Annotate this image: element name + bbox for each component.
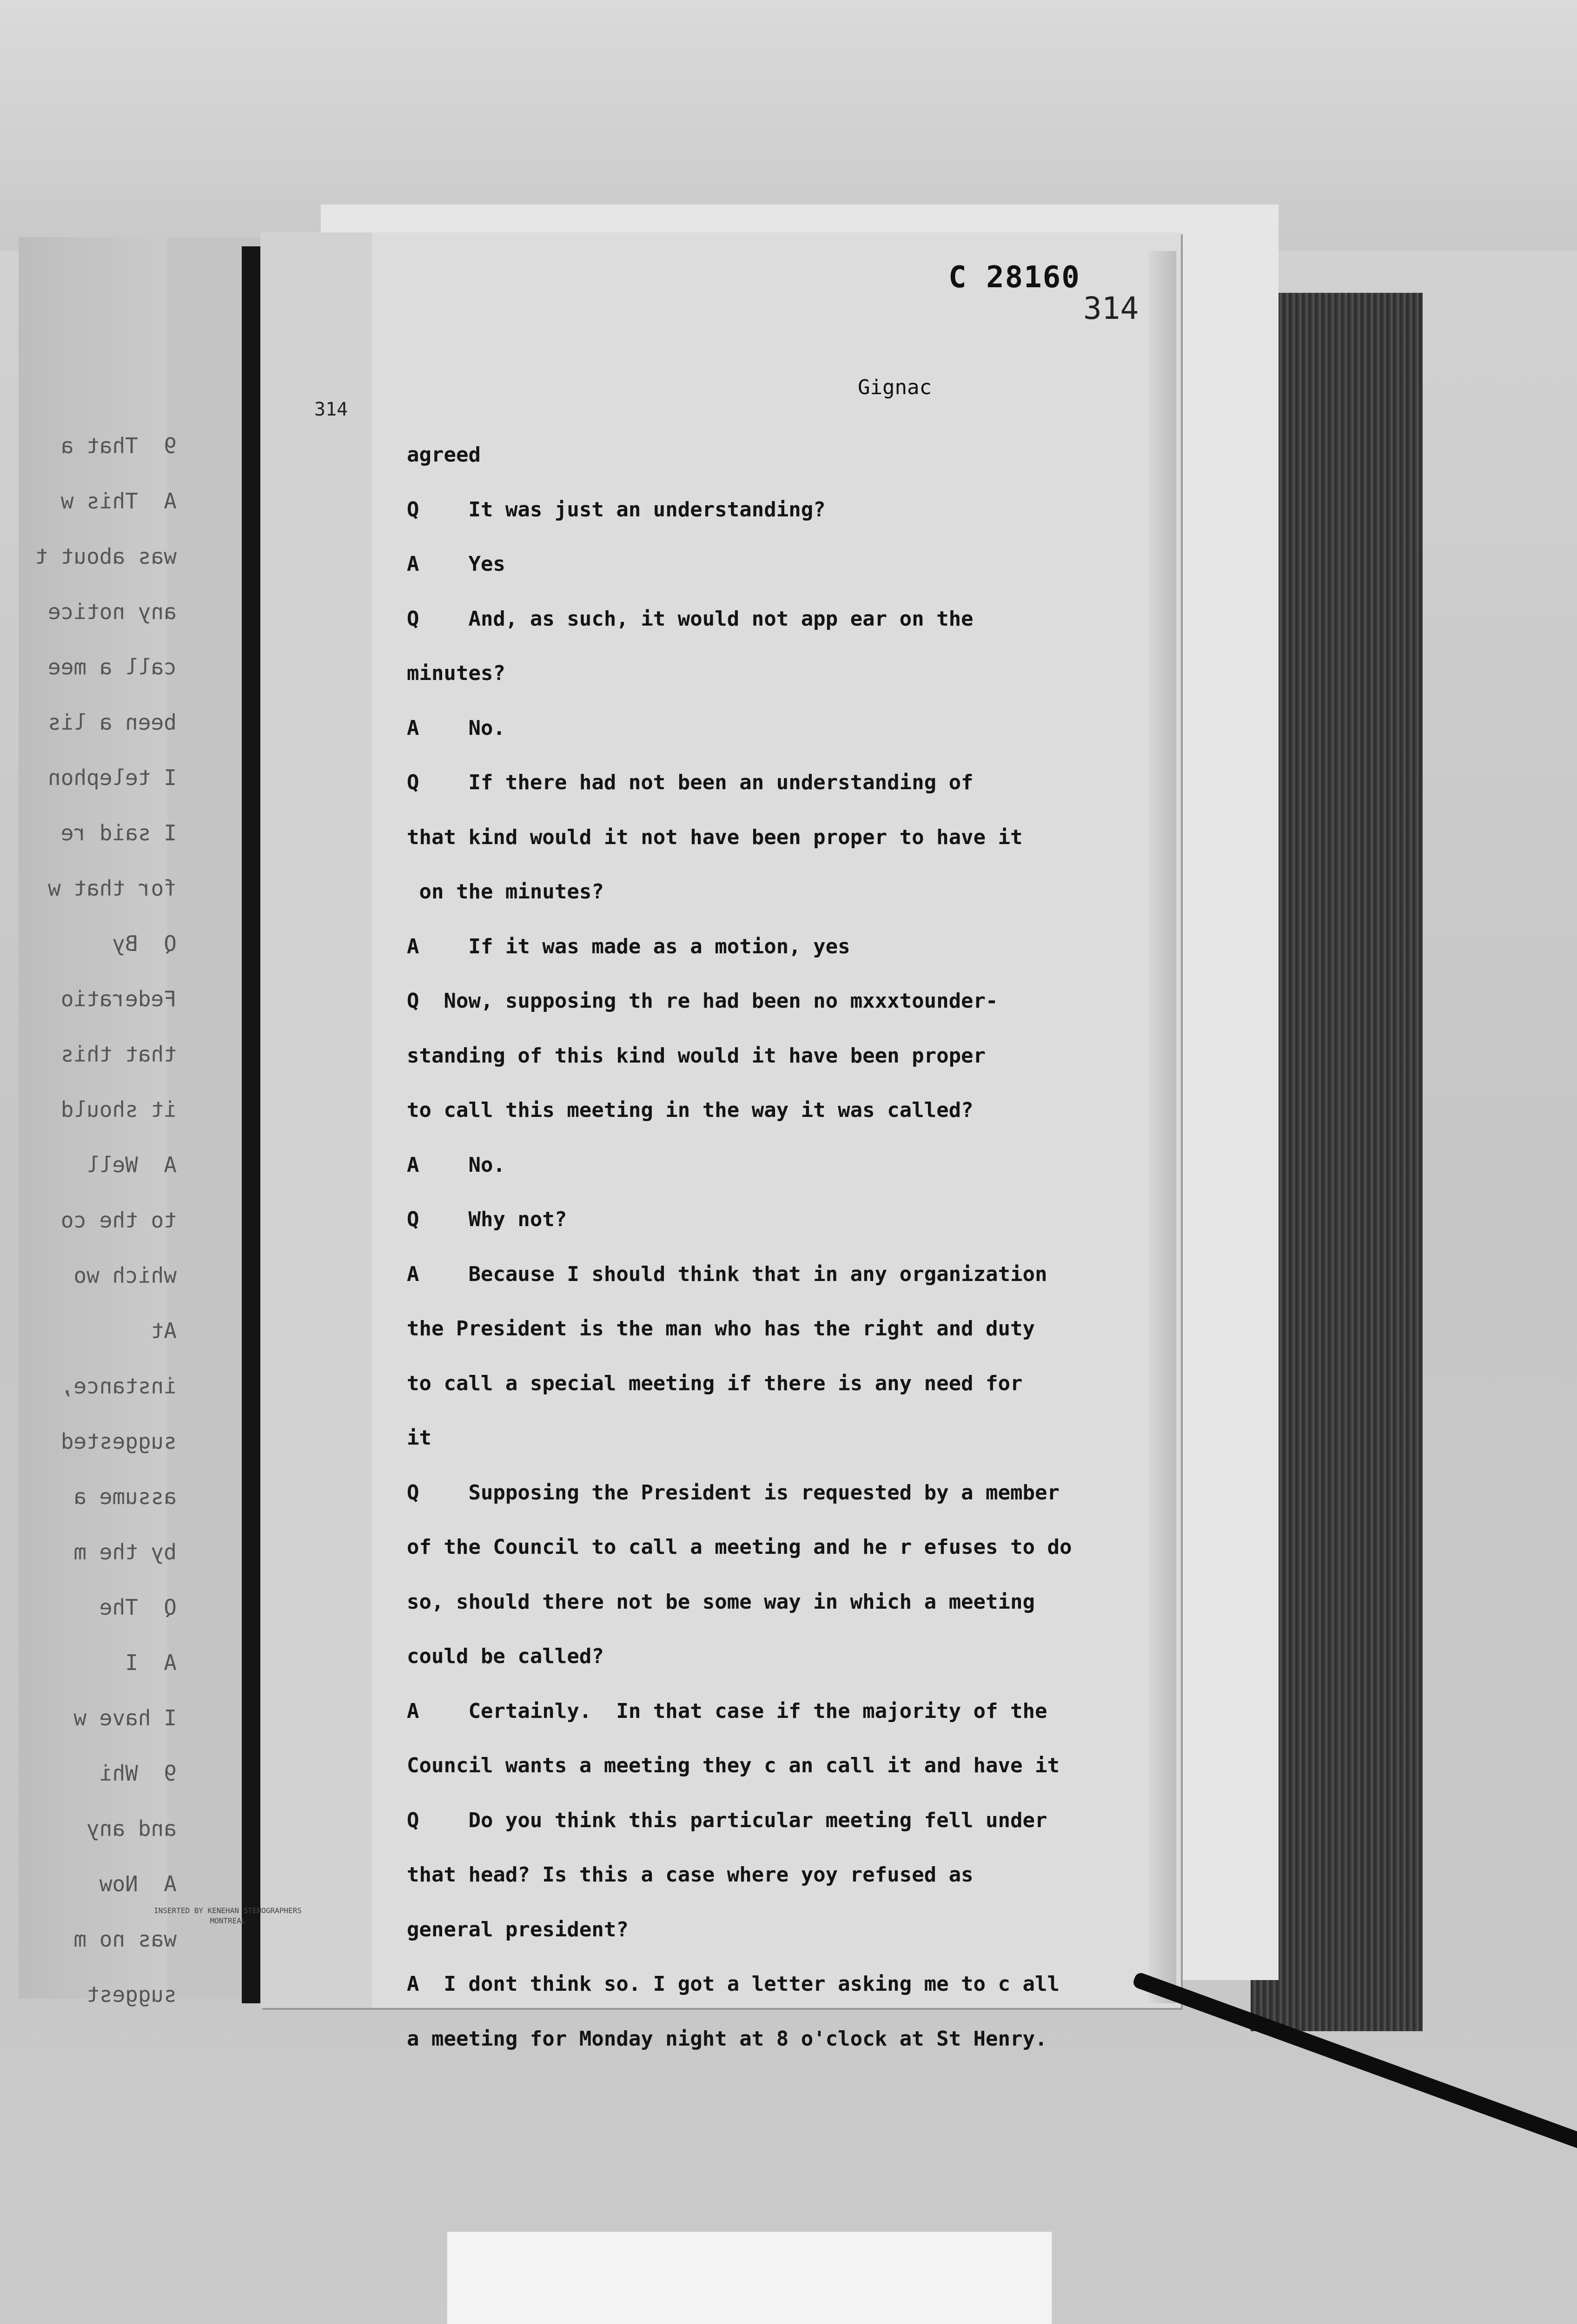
bleed-through-line: that this — [60, 1042, 177, 1067]
transcript-line: Q It was just an understanding? — [407, 497, 826, 522]
bleed-through-line: A Now — [99, 1871, 177, 1896]
transcript-line: on the minutes? — [407, 880, 604, 904]
bleed-through-line: At — [151, 1318, 177, 1343]
bleed-through-line: I telephon — [48, 765, 177, 790]
bleed-through-line: been a lis — [48, 710, 177, 735]
transcript-line: Q If there had not been an understanding of — [407, 771, 974, 794]
bleed-through-line: 9 Whi — [99, 1761, 177, 1786]
transcript-line: could be called? — [407, 1644, 604, 1668]
bleed-through-line: suggested — [60, 1429, 177, 1454]
stenographer-stamp: INSERTED BY KENEHAN STENOGRAPHERS MONTREAL — [154, 1906, 302, 1925]
transcript-line: it — [407, 1426, 431, 1450]
bleed-through-line: instance, — [60, 1373, 177, 1399]
transcript-line: minutes? — [407, 661, 505, 685]
transcript-line: agreed — [407, 443, 481, 467]
transcript-line: A I dont think so. I got a letter asking me to c all — [407, 1972, 1060, 1996]
bleed-through-line: Q By — [112, 931, 177, 956]
bleed-through-line: A Well — [86, 1152, 177, 1177]
page-margin — [260, 232, 372, 2008]
bleed-through-line: Q The — [99, 1595, 177, 1620]
transcript-line: Q Supposing the President is requested by a member — [407, 1480, 1060, 1505]
page-curl-edge — [1148, 251, 1176, 2003]
transcript-line: Q And, as such, it would not app ear on the — [407, 607, 974, 631]
bleed-through-line: for that w — [48, 876, 177, 901]
transcript-line: standing of this kind would it have been proper — [407, 1043, 986, 1068]
transcript-body — [407, 428, 1151, 2066]
transcript-line: the President is the man who has the right and duty — [407, 1317, 1035, 1340]
bleed-through-line: assume a — [73, 1484, 177, 1509]
margin-page-number: 314 — [314, 399, 348, 420]
bleed-through-line: A This w — [60, 489, 177, 514]
page-number: 314 — [1083, 290, 1139, 326]
transcript-line: A No. — [407, 716, 505, 740]
reference-number: C 28160 — [948, 260, 1080, 295]
archive-index-card — [446, 2231, 1053, 2324]
witness-name: Gignac — [858, 376, 932, 399]
transcript-line: Council wants a meeting they c an call it and have it — [407, 1754, 1060, 1777]
bleed-through-line: I have w — [73, 1705, 177, 1730]
transcript-line: A No. — [407, 1153, 505, 1177]
transcript-line: that kind would it not have been proper to have it — [407, 825, 1023, 849]
transcript-line: to call this meeting in the way it was called? — [407, 1098, 974, 1122]
transcript-line: general president? — [407, 1917, 629, 1941]
bleed-through-line: was about t — [35, 544, 177, 569]
transcript-line: so, should there not be some way in which a meeting — [407, 1590, 1035, 1614]
bleed-through-line: 9 That a — [60, 433, 177, 458]
bleed-through-line: was no m — [73, 1927, 177, 1952]
bleed-through-line: to the co — [60, 1208, 177, 1233]
bleed-through-line: call a mee — [48, 654, 177, 680]
bleed-through-line: suggest — [86, 1982, 177, 2007]
transcript-line: Q Do you think this particular meeting fell under — [407, 1808, 1047, 1832]
bleed-through-line: and any — [86, 1816, 177, 1841]
transcript-line: Q Why not? — [407, 1208, 567, 1231]
transcript-line: to call a special meeting if there is any need for — [407, 1371, 1023, 1395]
transcript-line: A Because I should think that in any organization — [407, 1262, 1047, 1286]
transcript-line: Q Now, supposing th re had been no mxxxtounder- — [407, 989, 998, 1013]
transcript-line: that head? Is this a case where yoy refused as — [407, 1863, 974, 1887]
bleed-through-line: it should — [60, 1097, 177, 1122]
bleed-through-line: A I — [125, 1650, 177, 1675]
transcript-line: A If it was made as a motion, yes — [407, 934, 850, 958]
transcript-line: of the Council to call a meeting and he r efuses to do — [407, 1535, 1072, 1559]
bleed-through-line: any notice — [48, 599, 177, 624]
transcript-line: A Yes — [407, 552, 505, 576]
transcript-line: a meeting for Monday night at 8 o'clock at St Henry. — [407, 2027, 1047, 2051]
transcript-line: A Certainly. In that case if the majority of the — [407, 1699, 1047, 1723]
bleed-through-line: I said re — [60, 820, 177, 845]
bleed-through-text — [23, 418, 177, 2022]
bleed-through-line: by the m — [73, 1539, 177, 1565]
bleed-through-line: Federatio — [60, 986, 177, 1011]
bleed-through-line: which wo — [73, 1263, 177, 1288]
